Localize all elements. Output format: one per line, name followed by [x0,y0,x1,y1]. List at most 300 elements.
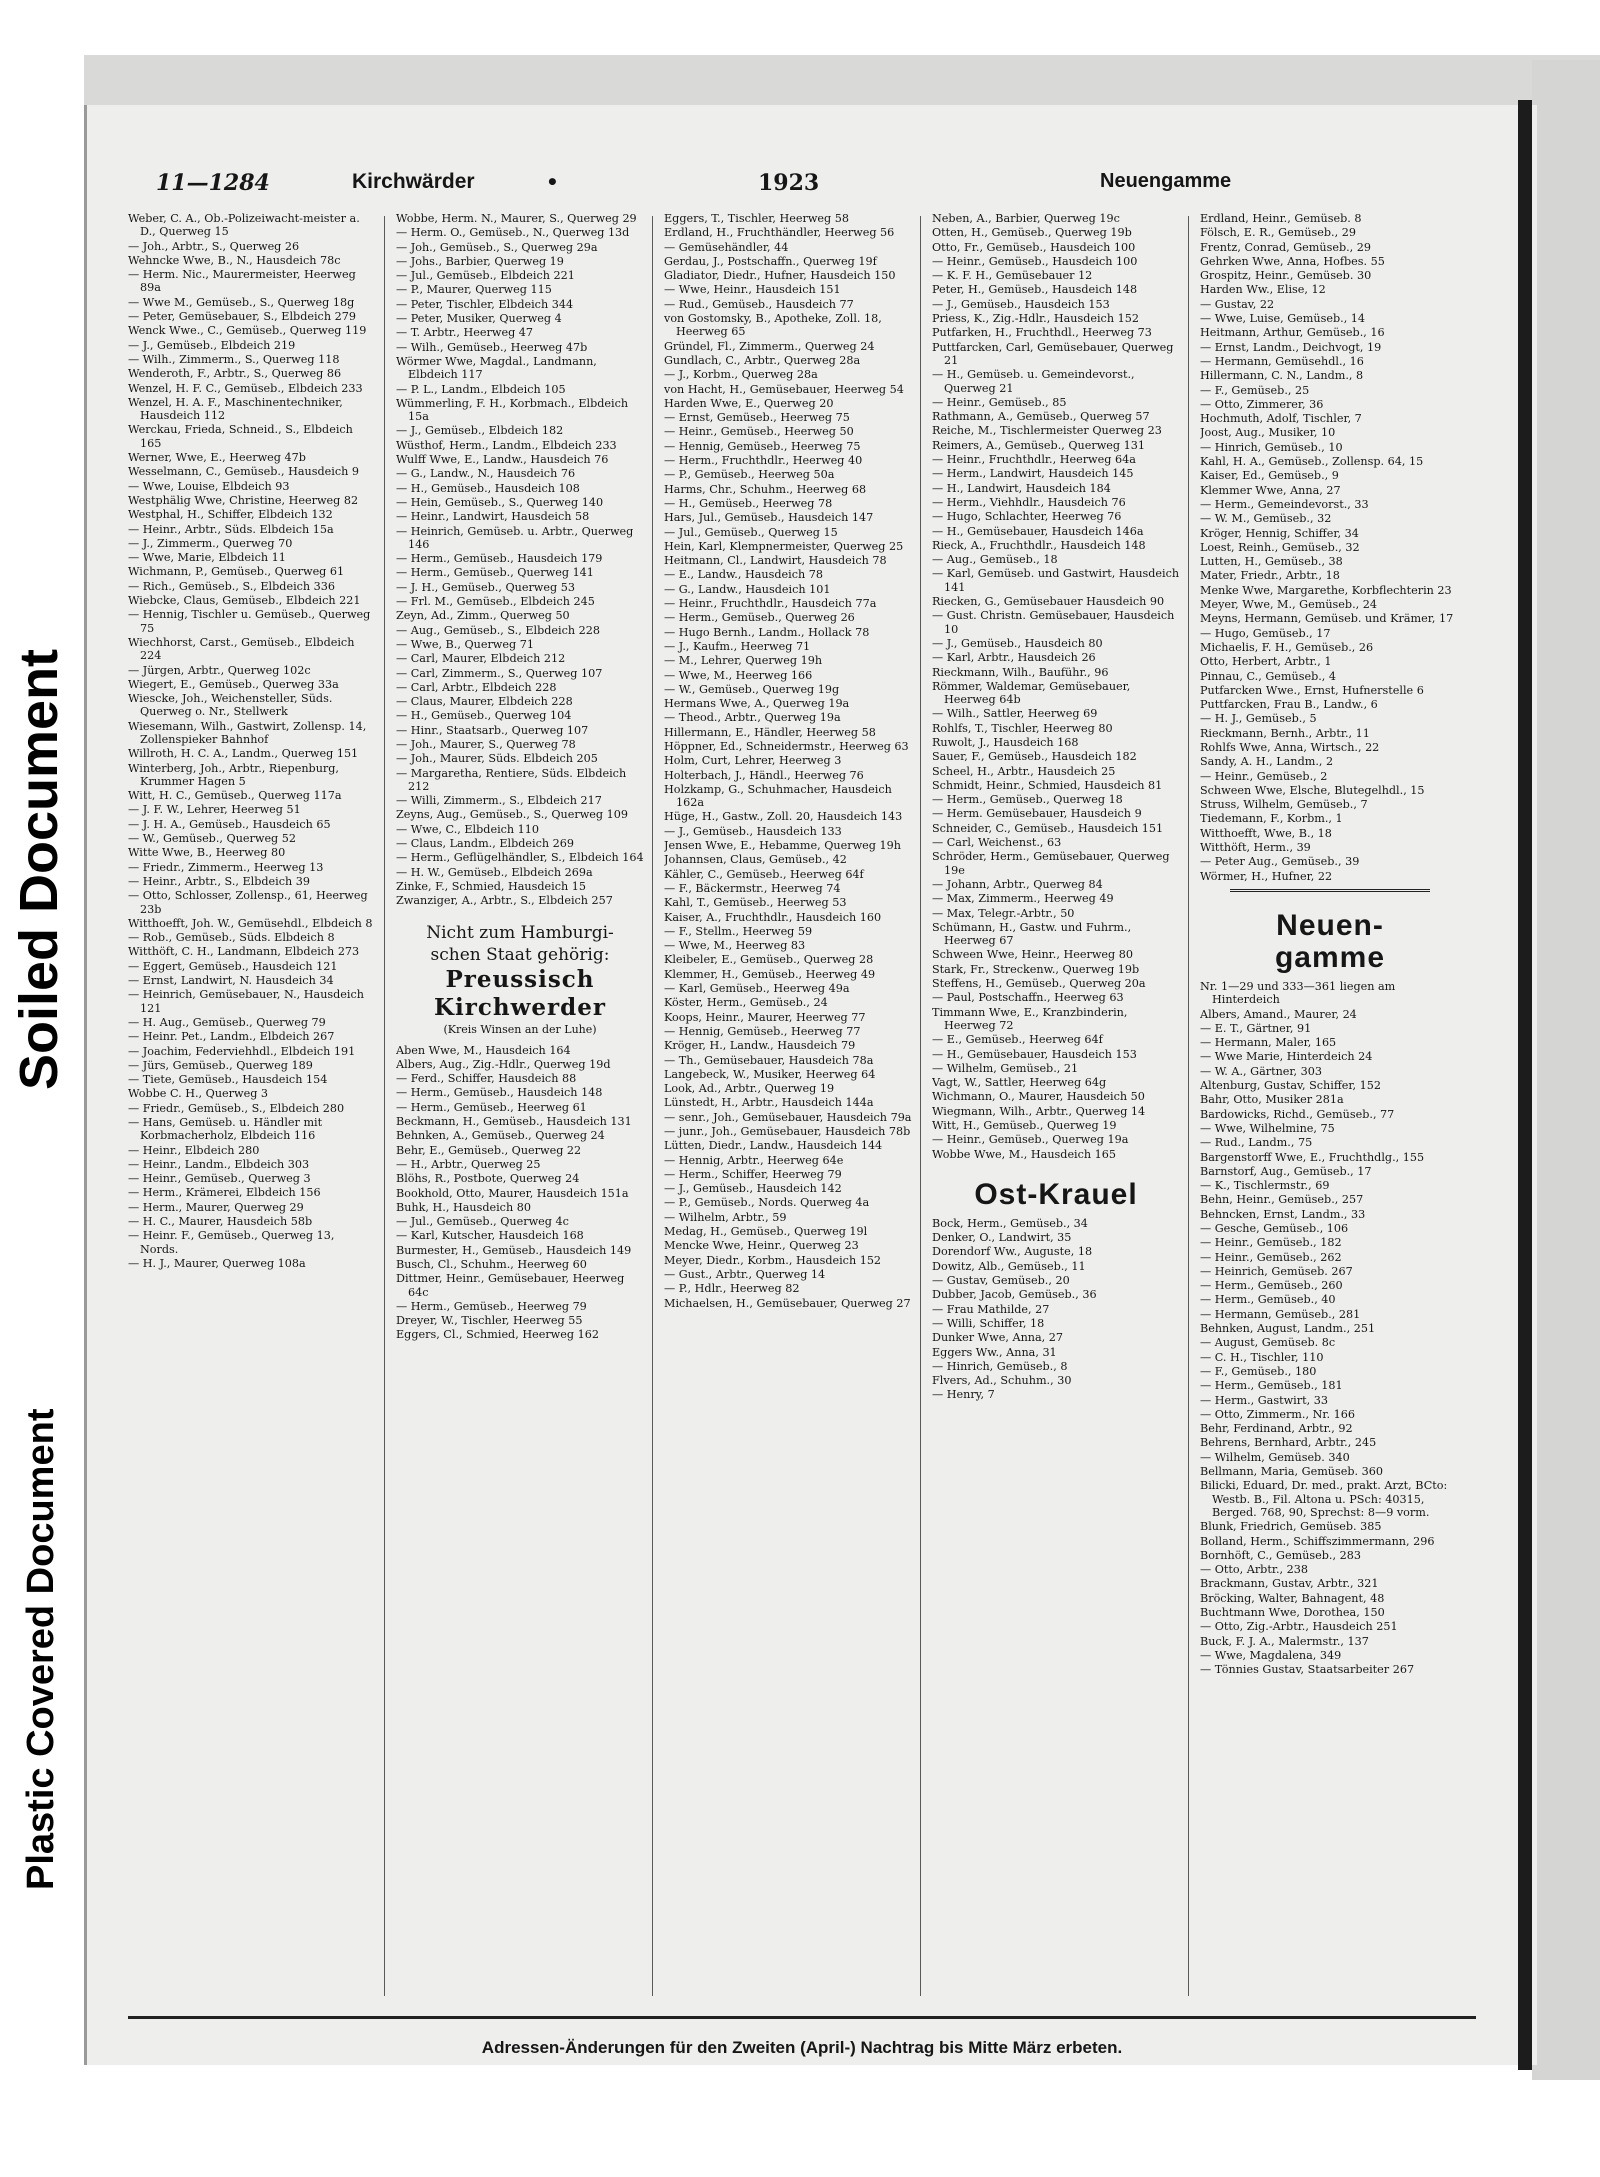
directory-entry: Eggers, Cl., Schmied, Heerweg 162 [396,1328,599,1342]
directory-entry: — Joachim, Federviehhdl., Elbdeich 191 [128,1044,356,1058]
directory-entry: Wenck Wwe., C., Gemüseb., Querweg 119 [128,324,367,338]
directory-entry: Wichmann, O., Maurer, Hausdeich 50 [932,1090,1145,1104]
directory-entry: — Hennig, Arbtr., Heerweg 64e [664,1153,844,1167]
directory-entry: Denker, O., Landwirt, 35 [932,1231,1072,1245]
directory-entry: Schneider, C., Gemüseb., Hausdeich 151 [932,821,1164,835]
directory-entry: — Herm., Gemüseb., Heerweg 79 [396,1299,587,1313]
directory-entry: Flvers, Ad., Schuhm., 30 [932,1374,1072,1388]
directory-entry: — W., Gemüseb., Querweg 52 [128,832,297,846]
directory-entry: Bilicki, Eduard, Dr. med., prakt. Arzt, BCto: Westb. B., Fil. Altona u. PSch: 40315, Berged. 768, 90, Sprechst: 8—9 vorm. [1200,1479,1448,1519]
directory-entry: — Ernst, Landwirt, N. Hausdeich 34 [128,974,334,988]
directory-entry: Loest, Reinh., Gemüseb., 32 [1200,540,1360,554]
directory-entry: — Herm., Gemüseb., Querweg 18 [932,793,1123,807]
directory-entry: — H. Aug., Gemüseb., Querweg 79 [128,1015,326,1029]
directory-entry: Willroth, H. C. A., Landm., Querweg 151 [128,747,359,761]
directory-entry: Ruwolt, J., Hausdeich 168 [932,735,1079,749]
directory-entry: — Wwe, C., Elbdeich 110 [396,822,540,836]
directory-entry: — G., Landw., Hausdeich 101 [664,582,831,596]
directory-entry: Otto, Fr., Gemüseb., Hausdeich 100 [932,240,1136,254]
directory-entry: Wenzel, H. A. F., Maschinentechniker, Hausdeich 112 [128,395,343,423]
directory-entry: — Rich., Gemüseb., S., Elbdeich 336 [128,579,336,593]
directory-entry: Kahl, H. A., Gemüseb., Zollensp. 64, 15 [1200,455,1424,469]
directory-entry: Wüsthof, Herm., Landm., Elbdeich 233 [396,438,617,452]
directory-entry: — Hermann, Maler, 165 [1200,1036,1337,1050]
column-2 [396,212,644,2002]
directory-entry: — Peter Aug., Gemüseb., 39 [1200,855,1360,869]
directory-entry: Zeyns, Aug., Gemüseb., S., Querweg 109 [396,808,628,822]
directory-entry: — Otto, Schlosser, Zollensp., 61, Heerweg 23b [128,889,368,916]
entries [932,1217,1180,1402]
header-bullet: • [546,170,559,194]
directory-entry: Witt, H. C., Gemüseb., Querweg 117a [128,789,342,803]
directory-entry: — Wwe, Heinr., Hausdeich 151 [664,283,841,297]
directory-entry: Timmann Wwe, E., Kranzbinderin, Heerweg 72 [932,1005,1128,1032]
directory-entry: Stark, Fr., Streckenw., Querweg 19b [932,962,1140,976]
directory-entry: — H. J., Maurer, Querweg 108a [128,1256,306,1270]
directory-entry: Barnstorf, Aug., Gemüseb., 17 [1200,1164,1372,1178]
directory-entry: von Gostomsky, B., Apotheke, Zoll. 18, Heerweg 65 [664,312,882,339]
directory-entry: — Heinr., Fruchthdlr., Hausdeich 77a [664,597,877,611]
directory-entry: Winterberg, Joh., Arbtr., Riepenburg, Krummer Hagen 5 [128,761,339,788]
directory-entry: — Joh., Maurer, S., Querweg 78 [396,737,576,751]
directory-entry: — Peter, Gemüsebauer, S., Elbdeich 279 [128,310,356,324]
directory-entry: — Heinrich, Gemüsebauer, N., Hausdeich 121 [128,988,364,1015]
directory-entry: Bargenstorff Wwe, E., Fruchthdlg., 155 [1200,1150,1425,1164]
directory-entry: Wiegert, E., Gemüseb., Querweg 33a [128,677,339,691]
directory-entry: — Herm., Gemüseb., Querweg 141 [396,566,594,580]
directory-entry: — Wwe, Louise, Elbdeich 93 [128,479,290,493]
directory-entry: — Ernst, Gemüseb., Heerweg 75 [664,411,850,425]
directory-entry: Bröcking, Walter, Bahnagent, 48 [1200,1591,1385,1605]
directory-entry: — Wilh., Zimmerm., S., Querweg 118 [128,352,340,366]
directory-entry: — Johs., Barbier, Querweg 19 [396,254,564,268]
directory-entry: — Heinr., Landm., Elbdeich 303 [128,1157,310,1171]
directory-entry: Reiche, M., Tischlermeister Querweg 23 [932,424,1162,438]
entries [1200,1008,1460,1677]
directory-entry: Wörmer, H., Hufner, 22 [1200,869,1333,883]
directory-entry: Zeyn, Ad., Zimm., Querweg 50 [396,609,570,623]
directory-entry: von Hacht, H., Gemüsebauer, Heerweg 54 [664,382,904,396]
directory-entry: Zwanziger, A., Arbtr., S., Elbdeich 257 [396,894,613,908]
directory-entry: — Heinr., Gemüseb., Hausdeich 100 [932,254,1138,268]
page-number: 11—1284 [156,170,270,196]
directory-entry: — Otto, Zimmerer, 36 [1200,397,1324,411]
directory-entry: — Herm. Nic., Maurermeister, Heerweg 89a [128,268,356,295]
directory-entry: — Hinrich, Gemüseb., 10 [1200,440,1343,454]
directory-entry: Werckau, Frieda, Schneid., S., Elbdeich 165 [128,423,353,450]
directory-entry: — J. F. W., Lehrer, Heerweg 51 [128,803,301,817]
directory-entry: — Jürs, Gemüseb., Querweg 189 [128,1058,313,1072]
directory-entry: — Otto, Zig.-Arbtr., Hausdeich 251 [1200,1620,1398,1634]
directory-entry: — Gustav, 22 [1200,297,1275,311]
directory-entry: — W., Gemüseb., Querweg 19g [664,682,840,696]
directory-entry: Gründel, Fl., Zimmerm., Querweg 24 [664,339,875,353]
directory-entry: — Karl, Gemüseb. und Gastwirt, Hausdeich 141 [932,567,1180,594]
directory-entry: — Heinr., Fruchthdlr., Heerweg 64a [932,453,1136,467]
directory-entry: — Wwe, Marie, Elbdeich 11 [128,551,286,565]
neuengamme-heading [1200,910,1460,974]
directory-entry: Zinke, F., Schmied, Hausdeich 15 [396,879,586,893]
directory-entry: — J., Gemüseb., Elbdeich 219 [128,338,296,352]
directory-entry: Bock, Herm., Gemüseb., 34 [932,1216,1088,1230]
directory-entry: — Aug., Gemüseb., S., Elbdeich 228 [396,623,601,637]
directory-entry: — Heinrich, Gemüseb. u. Arbtr., Querweg 146 [396,524,634,551]
section-title: Neuengamme [1100,170,1232,192]
directory-entry: — Hans, Gemüseb. u. Händler mit Korbmacherholz, Elbdeich 116 [128,1116,323,1143]
directory-entry: — H., Gemüsebauer, Hausdeich 146a [932,524,1144,538]
directory-entry: — Joh., Gemüseb., S., Querweg 29a [396,240,598,254]
directory-entry: — Margaretha, Rentiere, Süds. Elbdeich 212 [396,766,627,793]
directory-entry: Neben, A., Barbier, Querweg 19c [932,212,1120,225]
directory-entry: Wobbe C. H., Querweg 3 [128,1087,269,1101]
directory-entry: Gladiator, Diedr., Hufner, Hausdeich 150 [664,269,896,283]
directory-entry: Hüge, H., Gastw., Zoll. 20, Hausdeich 143 [664,810,903,824]
directory-entry: — Wwe, Magdalena, 349 [1200,1648,1342,1662]
directory-entry: — Frau Mathilde, 27 [932,1302,1050,1316]
directory-entry: — Aug., Gemüseb., 18 [932,553,1058,567]
directory-entry: — Frl. M., Gemüseb., Elbdeich 245 [396,595,595,609]
directory-entry: Wiechhorst, Carst., Gemüseb., Elbdeich 224 [128,635,355,663]
directory-entry: Behr, Ferdinand, Arbtr., 92 [1200,1422,1353,1436]
directory-entry: — Wilhelm, Gemüseb. 340 [1200,1450,1350,1464]
directory-entry: Rieckmann, Bernh., Arbtr., 11 [1200,726,1370,740]
heading-line: Nicht zum Hamburgi- [426,922,614,943]
directory-entry: Erdland, H., Fruchthändler, Heerweg 56 [664,226,895,240]
directory-entry: Brackmann, Gustav, Arbtr., 321 [1200,1577,1379,1591]
directory-entry: — J. H., Gemüseb., Querweg 53 [396,580,575,594]
directory-entry: Harden Ww., Elise, 12 [1200,283,1326,297]
directory-entry: Dowitz, Alb., Gemüseb., 11 [932,1259,1086,1273]
directory-entry: — Claus, Landm., Elbdeich 269 [396,837,575,851]
directory-entry: Höppner, Ed., Schneidermstr., Heerweg 63 [664,739,909,753]
directory-entry: — Herm., Schiffer, Heerweg 79 [664,1167,842,1181]
year: 1923 [758,170,820,196]
directory-entry: — Wwe, Wilhelmine, 75 [1200,1121,1335,1135]
directory-entry: Kaiser, A., Fruchthdlr., Hausdeich 160 [664,910,882,924]
directory-entry: — J. H. A., Gemüseb., Hausdeich 65 [128,817,331,831]
directory-entry: — Heinr., Arbtr., Süds. Elbdeich 15a [128,522,334,536]
directory-entry: Reimers, A., Gemüseb., Querweg 131 [932,438,1145,452]
directory-entry: Aben Wwe, M., Hausdeich 164 [396,1043,571,1057]
directory-entry: Eggers Ww., Anna, 31 [932,1345,1057,1359]
directory-entry: — M., Lehrer, Querweg 19h [664,654,823,668]
heading-line: gamme [1274,940,1386,974]
directory-entry: Puttfarcken, Frau B., Landw., 6 [1200,698,1378,712]
directory-entry: Lutten, H., Gemüseb., 38 [1200,555,1343,569]
directory-entry: Meyer, Wwe, M., Gemüseb., 24 [1200,598,1377,612]
directory-entry: — Carl, Arbtr., Elbdeich 228 [396,680,557,694]
directory-entry: Dunker Wwe, Anna, 27 [932,1331,1063,1345]
double-rule [1230,889,1430,892]
directory-entry: — Gust. Christn. Gemüsebauer, Hausdeich 10 [932,609,1175,636]
directory-entry: Bahr, Otto, Musiker 281a [1200,1093,1344,1107]
directory-entry: — Herm., Gemüseb., Heerweg 61 [396,1100,587,1114]
directory-entry: Wiesemann, Wilh., Gastwirt, Zollensp. 14, Zollenspieker Bahnhof [128,719,367,746]
directory-entry: — P., Hdlr., Heerweg 82 [664,1282,800,1296]
directory-entry: — Otto, Zimmerm., Nr. 166 [1200,1407,1355,1421]
directory-entry: Kröger, Hennig, Schiffer, 34 [1200,526,1359,540]
directory-entry: Bolland, Herm., Schiffszimmermann, 296 [1200,1534,1435,1548]
heading-title: Preussisch [445,965,595,993]
directory-entry: — T. Arbtr., Heerweg 47 [396,326,534,340]
directory-entry: — Gesche, Gemüseb., 106 [1200,1222,1349,1235]
directory-entry: — Herm., Krämerei, Elbdeich 156 [128,1186,321,1200]
directory-entry: Harden Wwe, E., Querweg 20 [664,396,834,410]
directory-entry: Lünstedt, H., Arbtr., Hausdeich 144a [664,1096,874,1110]
directory-entry: — Tönnies Gustav, Staatsarbeiter 267 [1200,1663,1415,1677]
directory-entry: — Karl, Arbtr., Hausdeich 26 [932,651,1096,665]
heading-title: Kirchwerder [434,993,606,1021]
directory-entry: Blöhs, R., Postbote, Querweg 24 [396,1172,580,1186]
directory-entry: Witthoefft, Wwe, B., 18 [1200,826,1332,840]
directory-entry: — H., Gemüseb., Querweg 104 [396,709,572,723]
directory-entry: Weber, C. A., Ob.-Polizeiwacht-meister a. D., Querweg 15 [128,212,360,239]
directory-entry: — J., Zimmerm., Querweg 70 [128,536,293,550]
directory-entry: — Heinr., Landwirt, Hausdeich 58 [396,510,590,524]
directory-entry: Köster, Herm., Gemüseb., 24 [664,996,828,1010]
directory-entry: — Wwe M., Gemüseb., S., Querweg 18g [128,295,355,309]
directory-entry: — H., Gemüseb. u. Gemeindevorst., Querweg 21 [932,368,1135,395]
entries [1200,212,1460,883]
directory-entry: Werner, Wwe, E., Heerweg 47b [128,451,306,465]
column-3 [664,212,912,2002]
directory-entry: Peter, H., Gemüseb., Hausdeich 148 [932,283,1138,297]
directory-entry: — Herm., Maurer, Querweg 29 [128,1200,304,1214]
directory-entry: — Wwe, M., Heerweg 83 [664,939,806,953]
directory-entry: — Ferd., Schiffer, Hausdeich 88 [396,1072,577,1086]
directory-entry: Meyns, Hermann, Gemüseb. und Krämer, 17 [1200,612,1454,626]
directory-entry: — Heinr. Pet., Landm., Elbdeich 267 [128,1030,335,1044]
directory-entry: Westphälig Wwe, Christine, Heerweg 82 [128,493,359,507]
directory-entry: Bardowicks, Richd., Gemüseb., 77 [1200,1107,1395,1121]
directory-entry: — Joh., Arbtr., S., Querweg 26 [128,239,300,253]
directory-entry: — Herm., Gemüseb., Hausdeich 148 [396,1086,603,1100]
directory-entry: Wiebcke, Claus, Gemüseb., Elbdeich 221 [128,594,361,608]
directory-entry: Scheel, H., Arbtr., Hausdeich 25 [932,764,1116,778]
directory-entry: — Heinr., Gemüseb., 85 [932,395,1067,409]
directory-entry: — F., Bäckermstr., Heerweg 74 [664,881,841,895]
directory-entry: Dittmer, Heinr., Gemüsebauer, Heerweg 64c [396,1272,625,1299]
directory-entry: Bornhöft, C., Gemüseb., 283 [1200,1548,1361,1562]
directory-entry: Mater, Friedr., Arbtr., 18 [1200,569,1340,583]
directory-entry: — Herm., Geflügelhändler, S., Elbdeich 164 [396,851,644,865]
directory-entry: — H., Gemüseb., Hausdeich 108 [396,481,580,495]
directory-entry: Behr, E., Gemüseb., Querweg 22 [396,1143,582,1157]
directory-entry: Tiedemann, F., Korbm., 1 [1200,812,1343,826]
directory-entry: Buchtmann Wwe, Dorothea, 150 [1200,1606,1385,1620]
directory-entry: — Heinrich, Gemüseb. 267 [1200,1264,1353,1278]
directory-entry: — J., Gemüseb., Hausdeich 80 [932,636,1103,650]
directory-entry: Joost, Aug., Musiker, 10 [1200,426,1336,440]
directory-entry: — Wwe Marie, Hinterdeich 24 [1200,1050,1373,1064]
directory-entry: — H., Landwirt, Hausdeich 184 [932,481,1111,495]
directory-entry: Struss, Wilhelm, Gemüseb., 7 [1200,798,1368,812]
directory-entry: — Hennig, Gemüseb., Heerweg 75 [664,439,861,453]
directory-entry: — Wilhelm, Arbtr., 59 [664,1210,787,1224]
directory-entry: Heitmann, Arthur, Gemüseb., 16 [1200,326,1385,340]
directory-entry: — junr., Joh., Gemüsebauer, Hausdeich 78b [664,1125,911,1138]
directory-entry: Wenzel, H. F. C., Gemüseb., Elbdeich 233 [128,381,363,395]
directory-entry: — Eggert, Gemüseb., Hausdeich 121 [128,959,338,973]
directory-entry: — Wwe, B., Querweg 71 [396,637,534,651]
directory-entry: Meyer, Diedr., Korbm., Hausdeich 152 [664,1253,882,1267]
directory-entry: — Herm., Viehhdlr., Hausdeich 76 [932,495,1126,509]
column-divider [920,216,921,1996]
directory-entry: — E., Gemüseb., Heerweg 64f [932,1033,1103,1047]
directory-entry: — P., Gemüseb., Nords. Querweg 4a [664,1196,870,1210]
directory-entry: Koops, Heinr., Maurer, Heerweg 77 [664,1010,866,1024]
column-5 [1200,212,1460,2002]
column-4 [932,212,1180,2002]
directory-entry: Witt, H., Gemüseb., Querweg 19 [932,1119,1117,1132]
directory-entry: — Heinr., Gemüseb., Querweg 19a [932,1133,1129,1147]
directory-entry: — Max, Telegr.-Arbtr., 50 [932,906,1075,920]
directory-entry: — Herm., Fruchthdlr., Heerweg 40 [664,454,863,468]
directory-entry: Otten, H., Gemüseb., Querweg 19b [932,226,1132,240]
directory-entry: Heitmann, Cl., Landwirt, Hausdeich 78 [664,554,887,568]
directory-entry: Klemmer Wwe, Anna, 27 [1200,483,1341,497]
directory-entry: — Carl, Maurer, Elbdeich 212 [396,652,566,666]
directory-entry: — H. J., Gemüseb., 5 [1200,712,1317,726]
directory-entry: — Hugo, Schlachter, Heerweg 76 [932,510,1122,524]
directory-entry: — Rud., Gemüseb., Hausdeich 77 [664,297,854,311]
directory-entry: Rieckmann, Wilh., Bauführ., 96 [932,665,1109,679]
directory-entry: — Herm., Gemeindevorst., 33 [1200,497,1369,511]
directory-entry: — Heinr., Arbtr., S., Elbdeich 39 [128,874,311,888]
directory-entry: Medag, H., Gemüseb., Querweg 19l [664,1225,868,1239]
plastic-covered-label: Plastic Covered Document [20,1408,62,1890]
heading-line: Neuen- [1276,908,1384,942]
directory-entry: — Herm., Gastwirt, 33 [1200,1393,1328,1407]
directory-entry: Holterbach, J., Händl., Heerweg 76 [664,768,864,782]
page-header [128,170,1476,204]
directory-entry: Menke Wwe, Margarethe, Korbflechterin 23 [1200,583,1452,597]
directory-entry: Wümmerling, F. H., Korbmach., Elbdeich 15a [396,396,629,424]
directory-entry: — Karl, Gemüseb., Heerweg 49a [664,982,850,996]
directory-entry: Dreyer, W., Tischler, Heerweg 55 [396,1314,583,1328]
directory-entry: Steffens, H., Gemüseb., Querweg 20a [932,977,1146,991]
directory-entry: Behrens, Bernhard, Arbtr., 245 [1200,1436,1377,1450]
directory-entry: Michaelsen, H., Gemüsebauer, Querweg 27 [664,1296,911,1310]
directory-entry: Look, Ad., Arbtr., Querweg 19 [664,1082,835,1096]
directory-entry: Rohlfs Wwe, Anna, Wirtsch., 22 [1200,740,1380,754]
directory-entry: — Peter, Musiker, Querweg 4 [396,312,562,326]
directory-entry: Hein, Karl, Klempnermeister, Querweg 25 [664,539,904,553]
directory-entry: Hars, Jul., Gemüseb., Hausdeich 147 [664,511,874,525]
directory-entry: Buck, F. J. A., Malermstr., 137 [1200,1634,1369,1648]
directory-entry: Albers, Amand., Maurer, 24 [1200,1007,1357,1021]
directory-entry: Witthoefft, Joh. W., Gemüsehdl., Elbdeich 8 [128,916,373,930]
directory-entry: — Gust., Arbtr., Querweg 14 [664,1267,826,1281]
directory-entry: Hermans Wwe, A., Querweg 19a [664,697,850,711]
column-divider [652,216,653,1996]
directory-entry: Putfarken, H., Fruchthdl., Heerweg 73 [932,326,1152,340]
bottom-rule [128,2016,1476,2019]
ost-krauel-heading: Ost-Krauel [974,1177,1138,1211]
directory-entry: — Gustav, Gemüseb., 20 [932,1274,1070,1288]
directory-entry: Puttfarcken, Carl, Gemüsebauer, Querweg 21 [932,340,1174,367]
heading-line: schen Staat gehörig: [430,944,610,965]
directory-entry: — J., Korbm., Querweg 28a [664,368,818,382]
directory-entry: — Johann, Arbtr., Querweg 84 [932,877,1103,891]
directory-entry: Gerdau, J., Postschaffn., Querweg 19f [664,254,877,268]
directory-entry: Wulff Wwe, E., Landw., Hausdeich 76 [396,453,609,467]
directory-entry: Witthöft, Herm., 39 [1200,841,1311,855]
directory-entry: Hillermann, E., Händler, Heerweg 58 [664,725,876,739]
directory-entry: Römmer, Waldemar, Gemüsebauer, Heerweg 64b [932,679,1131,707]
directory-entry: Westphal, H., Schiffer, Elbdeich 132 [128,508,333,522]
directory-entry: — Jul., Gemüseb., Querweg 15 [664,525,838,539]
directory-entry: — J., Gemüseb., Hausdeich 142 [664,1182,842,1196]
directory-entry: Behnken, August, Landm., 251 [1200,1322,1376,1336]
directory-entry: — Herm. O., Gemüseb., N., Querweg 13d [396,226,630,240]
entries [664,212,912,1310]
directory-entry: — Hein, Gemüseb., S., Querweg 140 [396,495,604,509]
directory-entry: — Heinr., Gemüseb., 2 [1200,769,1328,783]
directory-entry: Otto, Herbert, Arbtr., 1 [1200,655,1332,669]
soiled-document-label: Soiled Document [9,648,69,1090]
directory-entry: — Jul., Gemüseb., Elbdeich 221 [396,269,575,283]
directory-entry: — Claus, Maurer, Elbdeich 228 [396,695,573,709]
directory-entry: Kröger, H., Landw., Hausdeich 79 [664,1039,856,1053]
directory-entry: — E. T., Gärtner, 91 [1200,1021,1312,1035]
prussian-kirchwerder-heading [396,922,644,1038]
directory-entry: Bookhold, Otto, Maurer, Hausdeich 151a [396,1186,629,1200]
directory-entry: Erdland, Heinr., Gemüseb. 8 [1200,212,1362,225]
directory-entry: Lütten, Diedr., Landw., Hausdeich 144 [664,1139,883,1153]
directory-entry: Altenburg, Gustav, Schiffer, 152 [1200,1079,1381,1093]
directory-entry: — J., Gemüseb., Elbdeich 182 [396,424,564,438]
directory-entry: — E., Landw., Hausdeich 78 [664,568,823,582]
directory-entry: Hochmuth, Adolf, Tischler, 7 [1200,412,1362,426]
directory-entry: — Theod., Arbtr., Querweg 19a [664,711,841,725]
directory-entry: Wenderoth, F., Arbtr., S., Querweg 86 [128,367,342,381]
entries [396,212,644,908]
directory-entry: — Hinrich, Gemüseb., 8 [932,1359,1068,1373]
directory-entry: Johannsen, Claus, Gemüseb., 42 [664,853,847,867]
directory-entry: — Rud., Landm., 75 [1200,1136,1313,1150]
directory-entry: Schümann, H., Gastw. und Fuhrm., Heerweg 67 [932,920,1132,948]
directory-entry: — Herm., Gemüseb., Querweg 26 [664,611,855,625]
directory-entry: — Wilhelm, Gemüseb., 21 [932,1061,1079,1075]
column-divider [1188,216,1189,1996]
directory-page [128,170,1476,2057]
directory-entry: — Hugo Bernh., Landm., Hollack 78 [664,625,870,639]
directory-entry: — Otto, Arbtr., 238 [1200,1563,1308,1577]
running-title: Kirchwärder [352,170,475,193]
directory-entry: Wichmann, P., Gemüseb., Querweg 61 [128,565,345,579]
directory-entry: — Jürgen, Arbtr., Querweg 102c [128,663,311,677]
directory-entry: — P., Gemüseb., Heerweg 50a [664,468,835,482]
directory-entry: — Hinr., Staatsarb., Querweg 107 [396,723,589,737]
directory-entry: — Willi, Zimmerm., S., Elbdeich 217 [396,794,602,808]
heading-note: (Kreis Winsen an der Luhe) [443,1022,597,1036]
directory-entry: — Heinr., Gemüseb., Querweg 3 [128,1172,311,1186]
directory-entry: — Peter, Tischler, Elbdeich 344 [396,297,574,311]
directory-entry: — Gemüsehändler, 44 [664,240,789,254]
directory-entry: — Hennig, Gemüseb., Heerweg 77 [664,1024,861,1038]
directory-entry: Gehrken Wwe, Anna, Hofbes. 55 [1200,254,1385,268]
directory-entry: Sandy, A. H., Landm., 2 [1200,755,1334,769]
directory-entry: — Heinr., Gemüseb., Heerweg 50 [664,425,854,439]
directory-entry: — Hennig, Tischler u. Gemüseb., Querweg 75 [128,608,371,635]
directory-entry: — Friedr., Gemüseb., S., Elbdeich 280 [128,1101,345,1115]
directory-entry: Behn, Heinr., Gemüseb., 257 [1200,1193,1364,1207]
directory-entry: — F., Stellm., Heerweg 59 [664,924,813,938]
footer-notice: Adressen-Änderungen für den Zweiten (April-) Nachtrag bis Mitte März erbeten. [481,2038,1123,2057]
column-1 [128,212,376,2002]
directory-entry: — August, Gemüseb. 8c [1200,1336,1336,1350]
